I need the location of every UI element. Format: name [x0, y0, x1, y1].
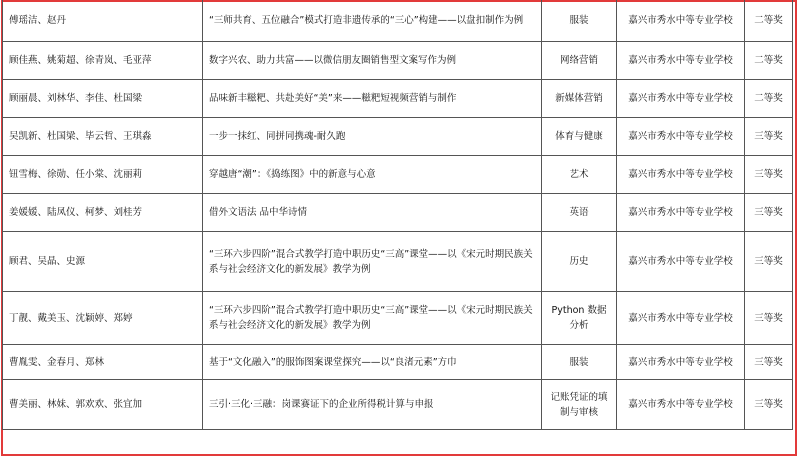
table-row — [3, 345, 793, 380]
title-cell: 品味新丰糍粑、共赴美好“美”来——糍粑短视频营销与制作 — [203, 80, 542, 118]
school-cell: 嘉兴市秀水中等专业学校 — [617, 380, 745, 430]
award-cell: 二等奖 — [745, 42, 793, 80]
category-cell: 服装 — [542, 0, 617, 42]
authors-cell: 丁靓、戴美玉、沈颖婷、郑婷 — [3, 292, 203, 345]
category-cell: 历史 — [542, 232, 617, 292]
table-row — [3, 380, 793, 430]
table-row — [3, 0, 793, 42]
authors-cell: 姜媛媛、陆凤仪、柯梦、刘桂芳 — [3, 194, 203, 232]
title-cell: 基于“文化融入”的服饰图案课堂探究——以“良渚元素”方巾 — [203, 345, 542, 380]
category-cell: 网络营销 — [542, 42, 617, 80]
title-cell: 穿越唐“潮”：《捣练图》中的新意与心意 — [203, 156, 542, 194]
school-cell: 嘉兴市秀水中等专业学校 — [617, 0, 745, 42]
table-row — [3, 42, 793, 80]
table-row — [3, 156, 793, 194]
authors-cell: 傅瑶洁、赵丹 — [3, 0, 203, 42]
title-cell: 三引·三化·三融：岗课赛证下的企业所得税计算与申报 — [203, 380, 542, 430]
school-cell: 嘉兴市秀水中等专业学校 — [617, 232, 745, 292]
title-cell: “三环六步四阶”混合式教学打造中职历史“三高”课堂——以《宋元时期民族关系与社会经济文化的新发展》教学为例 — [203, 232, 542, 292]
table-row — [3, 118, 793, 156]
table-row — [3, 80, 793, 118]
award-cell: 三等奖 — [745, 118, 793, 156]
awards-table — [2, 0, 793, 430]
category-cell: Python 数据分析 — [542, 292, 617, 345]
authors-cell: 顾君、吴晶、史源 — [3, 232, 203, 292]
authors-cell: 曹美丽、林妹、郭欢欢、张宜加 — [3, 380, 203, 430]
authors-cell: 吴凯新、杜国梁、毕云哲、王琪淼 — [3, 118, 203, 156]
title-cell: 一步一抹红、同拼同携魂-耐久跑 — [203, 118, 542, 156]
category-cell: 服装 — [542, 345, 617, 380]
category-cell: 艺术 — [542, 156, 617, 194]
award-cell: 三等奖 — [745, 345, 793, 380]
category-cell: 记账凭证的填制与审核 — [542, 380, 617, 430]
school-cell: 嘉兴市秀水中等专业学校 — [617, 156, 745, 194]
award-cell: 二等奖 — [745, 0, 793, 42]
authors-cell: 钮雪梅、徐勋、任小棠、沈丽莉 — [3, 156, 203, 194]
authors-cell: 曹胤雯、金春月、郑林 — [3, 345, 203, 380]
title-cell: “三环六步四阶”混合式教学打造中职历史“三高”课堂——以《宋元时期民族关系与社会经济文化的新发展》教学为例 — [203, 292, 542, 345]
authors-cell: 顾佳燕、姚菊超、徐青岚、毛亚萍 — [3, 42, 203, 80]
award-cell: 三等奖 — [745, 156, 793, 194]
school-cell: 嘉兴市秀水中等专业学校 — [617, 292, 745, 345]
school-cell: 嘉兴市秀水中等专业学校 — [617, 118, 745, 156]
table-row — [3, 232, 793, 292]
table-row — [3, 194, 793, 232]
category-cell: 英语 — [542, 194, 617, 232]
category-cell: 新媒体营销 — [542, 80, 617, 118]
authors-cell: 顾丽晨、刘林华、李佳、杜国梁 — [3, 80, 203, 118]
school-cell: 嘉兴市秀水中等专业学校 — [617, 42, 745, 80]
title-cell: 借外文语法 品中华诗情 — [203, 194, 542, 232]
title-cell: 数字兴农、助力共富——以微信朋友圈销售型文案写作为例 — [203, 42, 542, 80]
award-cell: 三等奖 — [745, 194, 793, 232]
award-cell: 三等奖 — [745, 380, 793, 430]
table-row — [3, 292, 793, 345]
award-cell: 二等奖 — [745, 80, 793, 118]
school-cell: 嘉兴市秀水中等专业学校 — [617, 345, 745, 380]
school-cell: 嘉兴市秀水中等专业学校 — [617, 194, 745, 232]
category-cell: 体育与健康 — [542, 118, 617, 156]
title-cell: “三师共育、五位融合”模式打造非遗传承的“三心”构建——以盘扣制作为例 — [203, 0, 542, 42]
school-cell: 嘉兴市秀水中等专业学校 — [617, 80, 745, 118]
award-cell: 三等奖 — [745, 292, 793, 345]
award-cell: 三等奖 — [745, 232, 793, 292]
